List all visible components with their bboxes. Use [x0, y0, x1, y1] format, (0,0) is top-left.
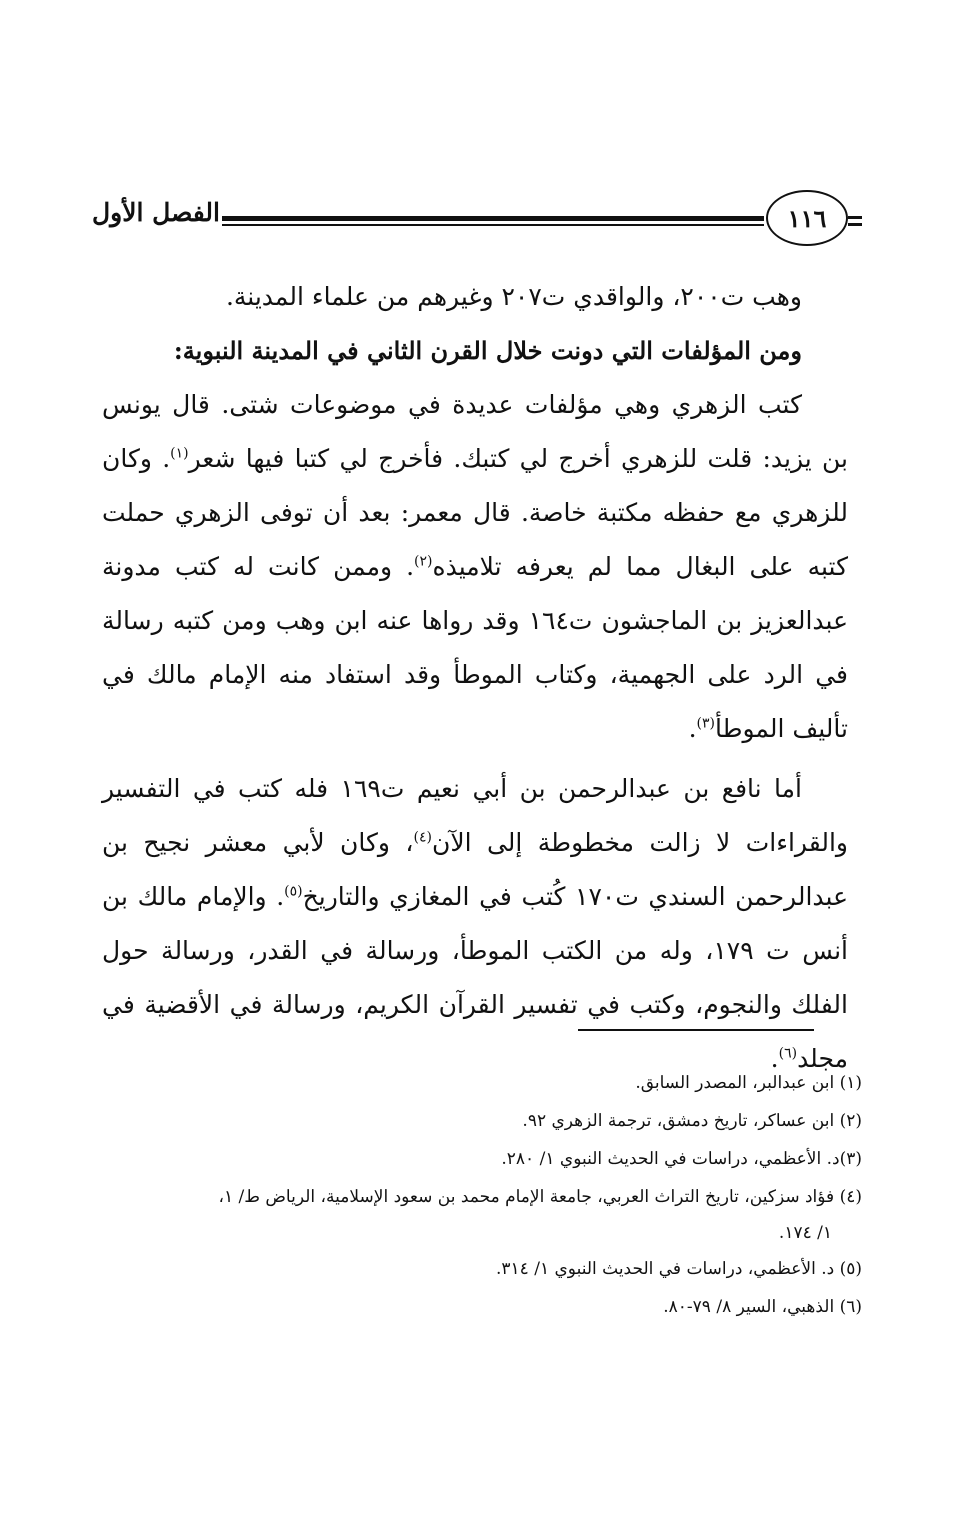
paragraph-nafi-part-d: .: [770, 1044, 779, 1073]
paragraph-zuhri: [102, 378, 848, 756]
paragraph-zuhri-part-a: كتب الزهري وهي مؤلفات عديدة في موضوعات شتى. قال يونس بن يزيد: قلت للزهري أخرج لي كتبك. فأخرج لي كتبا فيها شعر: [102, 390, 848, 473]
footnote-ref-4[interactable]: (٤): [413, 829, 432, 846]
footnote-ref-2[interactable]: (٢): [414, 553, 433, 570]
footnote-4-text: (٤) فؤاد سزكين، تاريخ التراث العربي، جامعة الإمام محمد بن سعود الإسلامية، الرياض ط/ ١،: [218, 1187, 862, 1207]
footnote-1: (١) ابن عبدالبر، المصدر السابق.: [635, 1073, 862, 1093]
header-rule-stub-top: [848, 216, 862, 219]
footnote-2: (٢) ابن عساكر، تاريخ دمشق، ترجمة الزهري ٩٢.: [522, 1111, 862, 1131]
paragraph-1: وهب ت٢٠٠، والواقدي ت٢٠٧ وغيرهم من علماء المدينة.: [225, 282, 802, 311]
footnote-ref-5[interactable]: (٥): [284, 883, 303, 900]
footnote-3: (٣)د. الأعظمي، دراسات في الحديث النبوي ١/ ٢٨٠.: [501, 1149, 862, 1169]
paragraph-nafi: [102, 762, 848, 1086]
footnote-5: (٥) د. الأعظمي، دراسات في الحديث النبوي ١/ ٣١٤.: [495, 1259, 862, 1279]
footnote-6: (٦) الذهبي، السير ٨/ ٧٩-٨٠.: [663, 1297, 862, 1317]
footnote-4: [110, 1178, 862, 1250]
section-heading: ومن المؤلفات التي دونت خلال القرن الثاني في المدينة النبوية:: [173, 336, 802, 365]
footnote-ref-6[interactable]: (٦): [778, 1045, 798, 1062]
main-text: [102, 270, 848, 1086]
footnote-ref-3[interactable]: (٣): [696, 715, 715, 732]
page-number-circle: [766, 190, 848, 246]
header-rule-stub-bottom: [848, 223, 862, 226]
footnote-ref-1[interactable]: (١): [170, 445, 189, 462]
page-header: [92, 190, 862, 250]
paragraph-nafi-part-b: ، وكان لأبي معشر نجيح بن عبدالرحمن السندي ت١٧٠ كُتب في المغازي والتاريخ: [102, 828, 848, 911]
paragraph-nafi-part-a: أما نافع بن عبدالرحمن بن أبي نعيم ت١٦٩ فله كتب في التفسير والقراءات لا زالت مخطوطة إلى الآن: [102, 774, 848, 857]
paragraph-zuhri-part-b: . وكان للزهري مع حفظه مكتبة خاصة. قال معمر: بعد أن توفى الزهري حملت كتبه على البغال مما لم يعرفه تلاميذه: [102, 444, 848, 581]
header-rule-thick: [222, 216, 764, 221]
header-rule-thin: [222, 224, 764, 226]
footnote-divider: [578, 1029, 814, 1031]
paragraph-zuhri-part-d: .: [688, 714, 697, 743]
paragraph-nafi-part-c: . والإمام مالك بن أنس ت ١٧٩، وله من الكتب الموطأ، ورسالة في القدر، ورسالة حول الفلك والنجوم، وكتب في تفسير القرآن الكريم، ورسالة في الأقضية في مجلد: [102, 882, 848, 1073]
footnotes: [110, 1064, 862, 1326]
paragraph-zuhri-part-c: . وممن كانت له كتب مدونة عبدالعزيز بن الماجشون ت١٦٤ وقد رواها عنه ابن وهب ومن كتبه رسالة في الرد على الجهمية، وكتاب الموطأ وقد استفاد منه الإمام مالك في تأليف الموطأ: [102, 552, 849, 743]
footnote-4-continuation: ١/ ١٧٤.: [778, 1223, 832, 1243]
page-number: ١١٦: [787, 203, 827, 233]
chapter-title: الفصل الأول: [92, 198, 220, 227]
